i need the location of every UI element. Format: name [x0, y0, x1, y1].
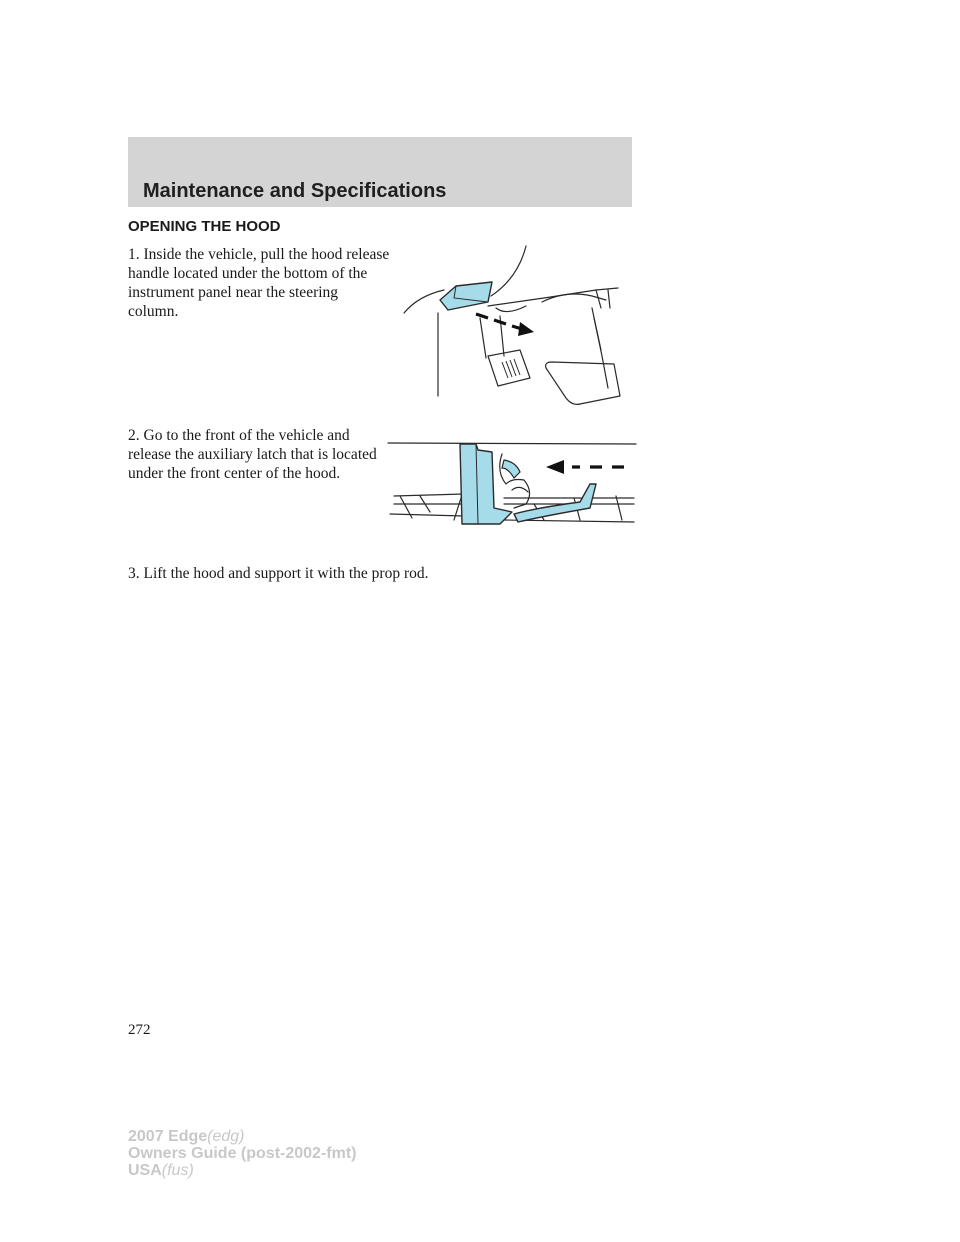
hood-release-illustration — [396, 238, 636, 418]
footer-line-1 — [128, 1128, 356, 1145]
page-number: 272 — [128, 1022, 151, 1038]
footer-market: USA — [128, 1162, 162, 1179]
footer-line-2 — [128, 1145, 356, 1162]
section-header — [128, 137, 632, 207]
step-3-text: 3. Lift the hood and support it with the prop rod. — [128, 565, 429, 582]
footer-line-3 — [128, 1162, 356, 1179]
step-1-text: 1. Inside the vehicle, pull the hood release handle located under the bottom of the instrument panel near the steering column. — [128, 246, 390, 320]
footer-guide: Owners Guide (post-2002-fmt) — [128, 1145, 357, 1162]
page-heading: OPENING THE HOOD — [128, 218, 281, 235]
section-title: Maintenance and Specifications — [143, 180, 447, 202]
auxiliary-latch-illustration — [384, 432, 638, 527]
footer-model: 2007 Edge — [128, 1128, 208, 1145]
footer-model-code: (edg) — [207, 1128, 245, 1145]
document-footer — [128, 1128, 356, 1179]
footer-market-code: (fus) — [161, 1162, 194, 1179]
latch-support-highlight — [460, 444, 512, 524]
pull-direction-arrow — [476, 314, 522, 329]
release-handle-highlight — [440, 282, 492, 310]
step-2-text: 2. Go to the front of the vehicle and release the auxiliary latch that is located under the front center of the hood. — [128, 427, 377, 482]
